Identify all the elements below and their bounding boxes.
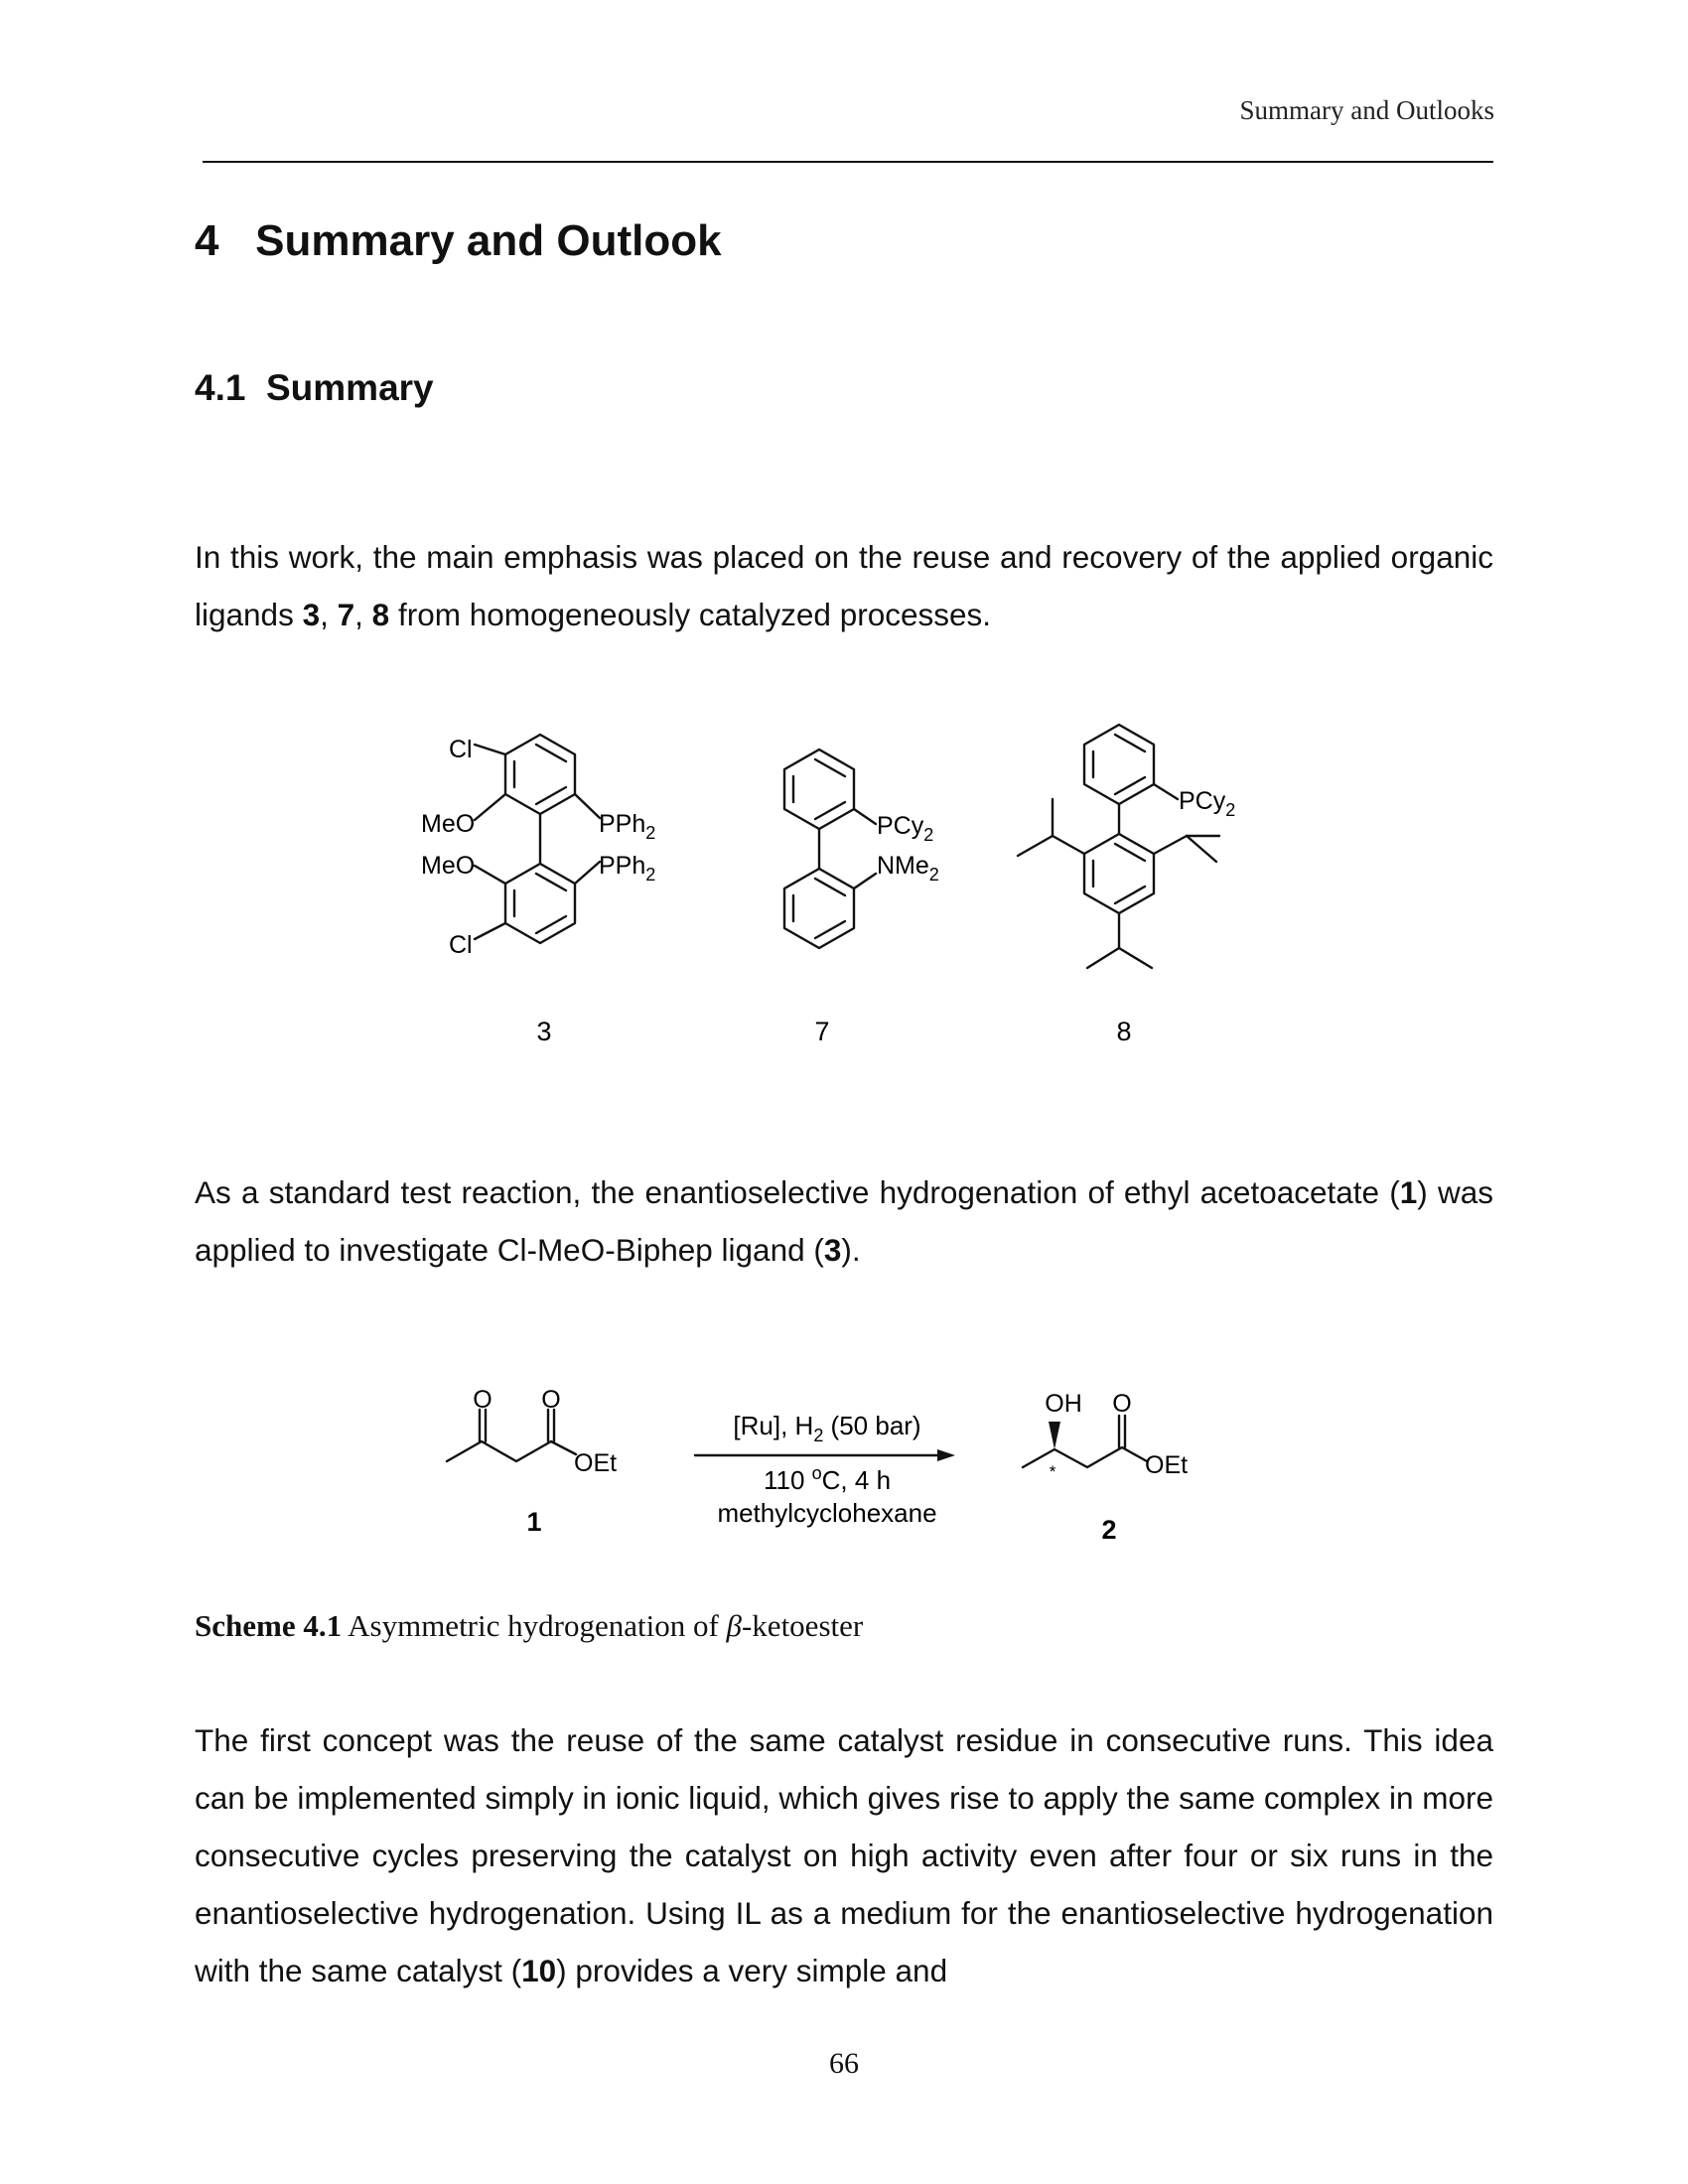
- compound-ref: 1: [1399, 1174, 1418, 1210]
- ligand-7-nme2: NMe$_2$: [877, 852, 939, 885]
- ligand-3-cl-bottom: Cl: [449, 931, 473, 959]
- text-run: from homogeneously catalyzed processes.: [389, 597, 992, 632]
- conditions-temperature: 110 $^o$C, 4 h: [763, 1463, 892, 1495]
- paragraph-concept: [195, 1711, 1493, 1999]
- text-run: The first concept was the reuse of the same catalyst residue in consecutive runs. This idea can be implemented simply in ionic liquid, which gives rise to apply the same complex in more consecutive cycles preserving the catalyst on high activity even after four or six runs in the enantioselective hydrogenation. Using IL as a medium for the enantioselective hydrogenation with the same catalyst (: [195, 1722, 1493, 1988]
- text-run: ,: [320, 597, 338, 632]
- running-header: Summary and Outlooks: [1239, 95, 1494, 125]
- ligand-8-label: 8: [1116, 1017, 1132, 1046]
- product-oet: OEt: [1145, 1451, 1189, 1479]
- product-2-structure: [1023, 1416, 1147, 1467]
- ligand-7-pcy2: PCy$_2$: [877, 812, 934, 845]
- conditions-above-arrow: [Ru], $H_2$ (50 bar): [733, 1411, 921, 1445]
- text-run: Asymmetric hydrogenation of: [342, 1608, 727, 1643]
- product-label: 2: [1101, 1515, 1117, 1545]
- text-run: -ketoester: [741, 1608, 864, 1643]
- text-run: As a standard test reaction, the enantioselective hydrogenation of ethyl acetoacetate (: [195, 1174, 1400, 1210]
- page-number: 66: [829, 2047, 859, 2080]
- ligand-3-pph2-top: PPh$_2$: [599, 810, 656, 843]
- section-number: 4.1: [195, 367, 246, 408]
- compound-ref: 3: [823, 1232, 842, 1268]
- ligand-3-pph2-bottom: PPh$_2$: [599, 852, 656, 885]
- ligand-3-cl-top: Cl: [449, 736, 473, 763]
- arrowhead: [937, 1449, 955, 1461]
- beta-symbol: β: [726, 1608, 742, 1643]
- wedge-bond: [1049, 1422, 1060, 1449]
- compound-ref: 10: [521, 1953, 557, 1988]
- chapter-title: Summary and Outlook: [255, 216, 722, 265]
- ligand-3-label: 3: [536, 1017, 552, 1046]
- scheme-caption: [195, 1608, 863, 1644]
- compound-ref: 7: [337, 597, 355, 632]
- product-o: O: [1112, 1390, 1132, 1418]
- stereocenter-star: *: [1049, 1462, 1056, 1481]
- ligand-3-meo-bottom: MeO: [421, 852, 476, 880]
- conditions-solvent: methylcyclohexane: [717, 1498, 937, 1528]
- text-run: ).: [841, 1232, 861, 1268]
- ligand-8-pcy2: PCy$_2$: [1179, 787, 1236, 820]
- product-oh: OH: [1045, 1390, 1082, 1418]
- text-run: In this work, the main emphasis was placed on the reuse and recovery of the applied organic ligands: [195, 539, 1493, 632]
- compound-ref: 3: [302, 597, 321, 632]
- chapter-number: 4: [195, 216, 219, 265]
- text-run: ,: [354, 597, 372, 632]
- reactant-o1: O: [473, 1386, 492, 1414]
- compound-ref: 8: [371, 597, 390, 632]
- ligand-7-label: 7: [814, 1017, 830, 1046]
- reactant-label: 1: [526, 1507, 542, 1537]
- ligand-3-meo-top: MeO: [421, 810, 476, 838]
- reactant-1-structure: [447, 1410, 576, 1461]
- caption-label: Scheme 4.1: [195, 1608, 343, 1643]
- text-run: ) provides a very simple and: [556, 1953, 948, 1988]
- section-title: Summary: [266, 367, 434, 408]
- text-run: ) was applied to investigate Cl-MeO-Biphep ligand (: [195, 1174, 1493, 1268]
- reactant-oet: OEt: [574, 1449, 618, 1477]
- reactant-o2: O: [541, 1386, 561, 1414]
